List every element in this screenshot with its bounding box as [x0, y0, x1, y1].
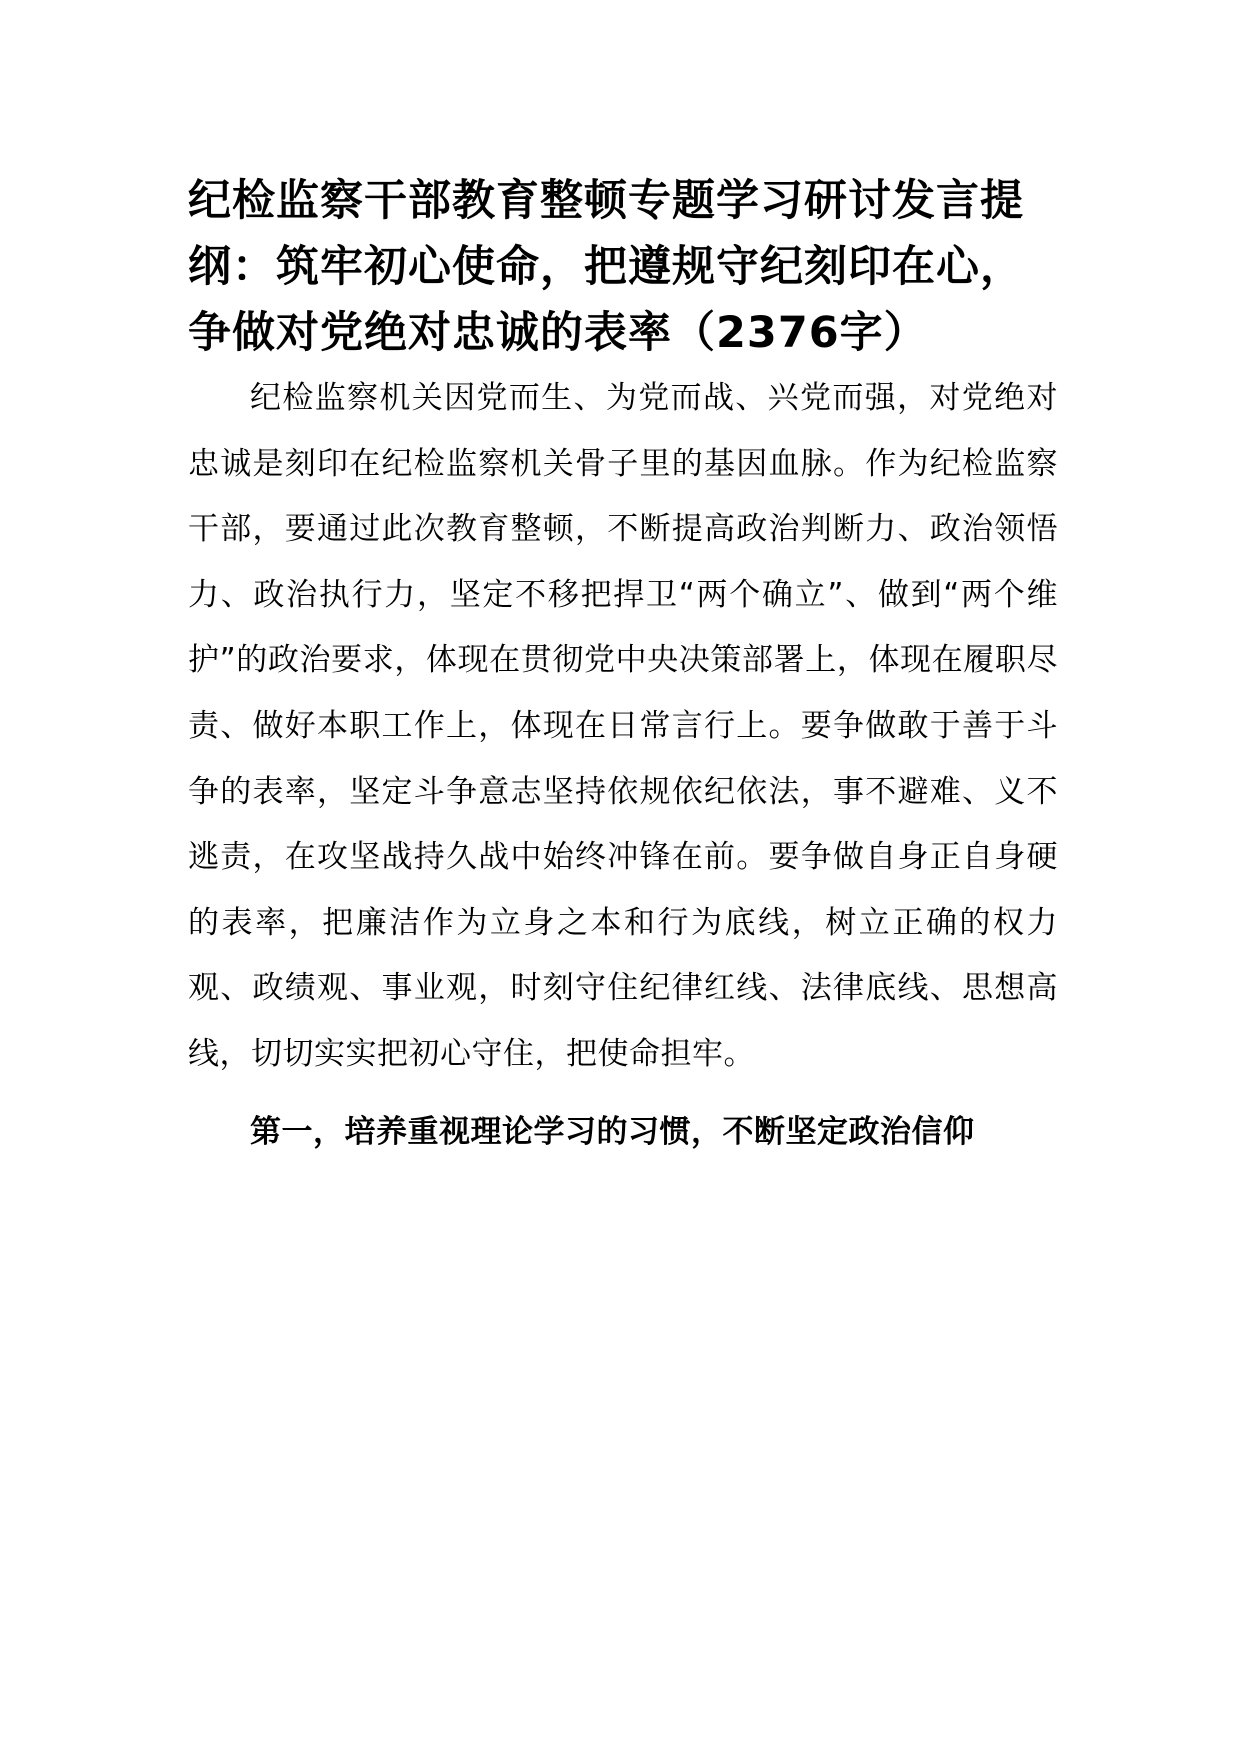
document-page [188, 168, 1058, 1165]
body-paragraph: 纪检监察机关因党而生、为党而战、兴党而强，对党绝对忠诚是刻印在纪检监察机关骨子里的基因血脉。作为纪检监察干部，要通过此次教育整顿，不断提高政治判断力、政治领悟力、政治执行力，坚定不移把捍卫“两个确立”、做到“两个维护”的政治要求，体现在贯彻党中央决策部署上，体现在履职尽责、做好本职工作上，体现在日常言行上。要争做敢于善于斗争的表率，坚定斗争意志坚持依规依纪依法，事不避难、义不逃责，在攻坚战持久战中始终冲锋在前。要争做自身正自身硬的表率，把廉洁作为立身之本和行为底线，树立正确的权力观、政绩观、事业观，时刻守住纪律红线、法律底线、思想高线，切切实实把初心守住，把使命担牢。 [188, 380, 1058, 1072]
document-title: 纪检监察干部教育整顿专题学习研讨发言提纲：筑牢初心使命，把遵规守纪刻印在心，争做对党绝对忠诚的表率（2376字） [188, 176, 1024, 358]
section-heading: 第一，培养重视理论学习的习惯，不断坚定政治信仰 [250, 1113, 975, 1150]
